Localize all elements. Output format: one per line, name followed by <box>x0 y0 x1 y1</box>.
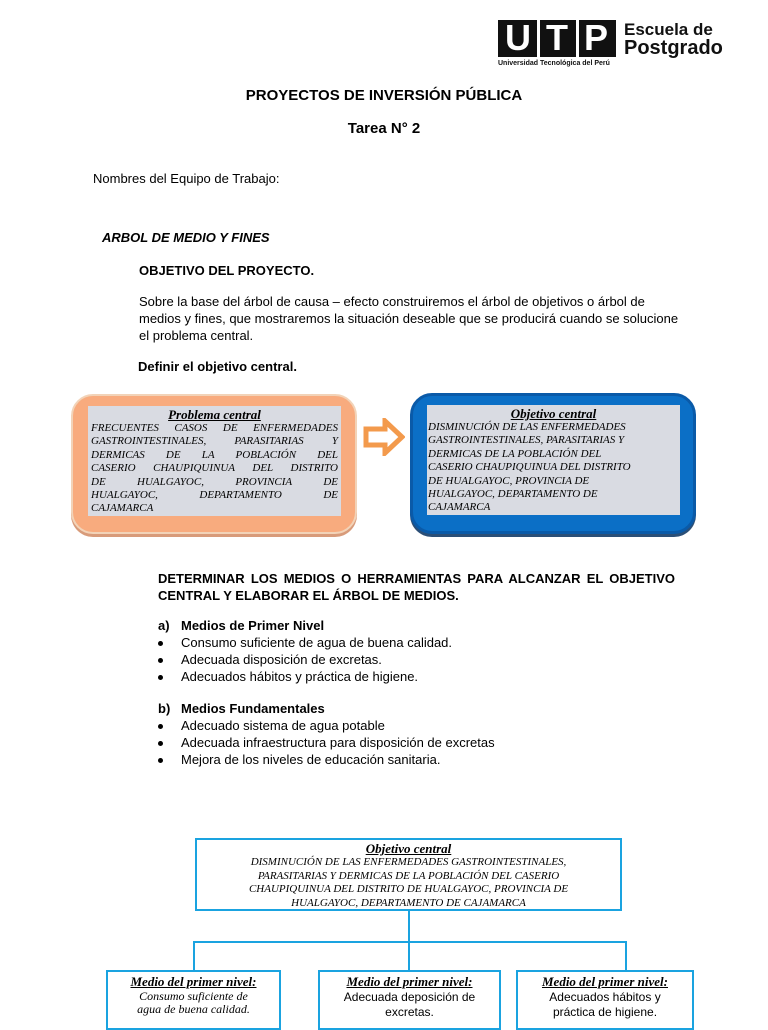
section-title: ARBOL DE MEDIO Y FINES <box>102 230 270 245</box>
determine-heading: DETERMINAR LOS MEDIOS O HERRAMIENTAS PARA ALCANZAR EL OBJETIVO CENTRAL Y ELABORAR EL ÁRBOL DE MEDIOS. <box>158 571 675 603</box>
tree-objective-box <box>195 838 622 911</box>
problem-inner-panel <box>88 406 341 516</box>
problem-line: DERMICAS DE LA POBLACIÓN DEL <box>91 448 338 461</box>
leaf-line: agua de buena calidad. <box>137 1002 250 1016</box>
objective-line: DE HUALGAYOC, PROVINCIA DE <box>428 474 590 487</box>
leaf-title: Medio del primer nivel: <box>346 974 473 989</box>
objective-line: CASERIO CHAUPIQUINUA DEL DISTRITO <box>428 461 631 474</box>
leaf-title: Medio del primer nivel: <box>541 974 668 989</box>
tree-connector <box>408 941 410 970</box>
utp-logo <box>498 17 738 72</box>
tree-connector <box>193 941 195 970</box>
bullet-icon <box>158 658 163 663</box>
objective-line: DISMINUCIÓN DE LAS ENFERMEDADES <box>428 421 626 433</box>
leaf-line: excretas. <box>385 1005 434 1019</box>
problem-line: HUALGAYOC, DEPARTAMENTO DE <box>91 489 338 502</box>
team-label: Nombres del Equipo de Trabajo: <box>93 171 280 186</box>
tree-objective-line: PARASITARIAS Y DERMICAS DE LA POBLACIÓN DEL CASERIO <box>257 869 560 882</box>
problem-line: GASTROINTESTINALES, PARASITARIAS Y <box>91 435 338 448</box>
bullet-icon <box>158 724 163 729</box>
logo-letter-t: T <box>546 17 568 58</box>
list-item-text: Adecuada infraestructura para disposición de excretas <box>181 735 495 750</box>
objective-line: CAJAMARCA <box>428 501 491 514</box>
logo-letter-p: P <box>583 17 608 58</box>
leaf-title: Medio del primer nivel: <box>130 974 257 989</box>
fundamental-label: b) <box>158 701 171 716</box>
define-heading: Definir el objetivo central. <box>138 359 297 374</box>
tree-connector <box>408 911 410 942</box>
bullet-icon <box>158 675 163 680</box>
problem-title: Problema central <box>168 407 261 422</box>
leaf-line: práctica de higiene. <box>552 1005 658 1019</box>
objective-text <box>427 421 680 515</box>
problem-line: FRECUENTES CASOS DE ENFERMEDADES <box>91 422 338 434</box>
tree-leaf-box <box>318 970 501 1030</box>
tree-objective-line: HUALGAYOC, DEPARTAMENTO DE CAJAMARCA <box>291 896 526 909</box>
right-arrow-icon <box>363 418 405 456</box>
leaf-line: Adecuada deposición de <box>343 990 476 1004</box>
first-level-label: a) <box>158 618 170 633</box>
bullet-icon <box>158 741 163 746</box>
list-item-text: Mejora de los niveles de educación sanitaria. <box>181 752 441 767</box>
tree-leaf-box <box>516 970 694 1030</box>
intro-paragraph: Sobre la base del árbol de causa – efecto construiremos el árbol de objetivos o árbol de medios y fines, que mostraremos la situación deseable que se producirá cuando se solucione el problema central. <box>139 294 679 343</box>
tree-leaf-box <box>106 970 281 1030</box>
list-item-text: Consumo suficiente de agua de buena calidad. <box>181 635 453 650</box>
problem-text <box>88 422 341 516</box>
logo-school-line2: Postgrado <box>624 37 723 59</box>
tree-objective-title: Objetivo central <box>365 841 452 856</box>
problem-central-box <box>71 394 357 534</box>
list-item-text: Adecuados hábitos y práctica de higiene. <box>181 669 419 684</box>
problem-line: CASERIO CHAUPIQUINUA DEL DISTRITO <box>91 462 338 475</box>
logo-mark <box>498 17 616 58</box>
leaf-line: Consumo suficiente de <box>139 989 248 1003</box>
tree-objective-line: CHAUPIQUINUA DEL DISTRITO DE HUALGAYOC, PROVINCIA DE <box>248 883 569 896</box>
objective-inner-panel <box>427 405 680 515</box>
logo-school-line1: Escuela de <box>624 20 713 39</box>
tree-objective-line: DISMINUCIÓN DE LAS ENFERMEDADES GASTROINTESTINALES, <box>250 856 567 868</box>
first-level-title: Medios de Primer Nivel <box>181 618 325 633</box>
bullet-icon <box>158 641 163 646</box>
objective-line: GASTROINTESTINALES, PARASITARIAS Y <box>428 434 625 447</box>
objective-line: DERMICAS DE LA POBLACIÓN DEL <box>428 447 602 460</box>
fundamental-title: Medios Fundamentales <box>181 701 325 716</box>
problem-line: DE HUALGAYOC, PROVINCIA DE <box>91 475 338 488</box>
document-title: PROYECTOS DE INVERSIÓN PÚBLICA <box>245 87 523 104</box>
objective-central-box <box>410 393 696 534</box>
bullet-icon <box>158 758 163 763</box>
leaf-line: Adecuados hábitos y <box>549 990 661 1004</box>
list-item-text: Adecuada disposición de excretas. <box>181 652 382 667</box>
tree-connector <box>625 941 627 970</box>
objective-line: HUALGAYOC, DEPARTAMENTO DE <box>428 488 598 501</box>
objective-title: Objetivo central <box>510 406 597 421</box>
problem-line: CAJAMARCA <box>91 502 154 515</box>
list-item-text: Adecuado sistema de agua potable <box>181 718 385 733</box>
objective-heading: OBJETIVO DEL PROYECTO. <box>139 263 315 278</box>
logo-letter-u: U <box>505 17 531 58</box>
tree-connector <box>193 941 627 943</box>
logo-university: Universidad Tecnológica del Perú <box>498 60 610 67</box>
document-subtitle: Tarea N° 2 <box>347 120 421 137</box>
